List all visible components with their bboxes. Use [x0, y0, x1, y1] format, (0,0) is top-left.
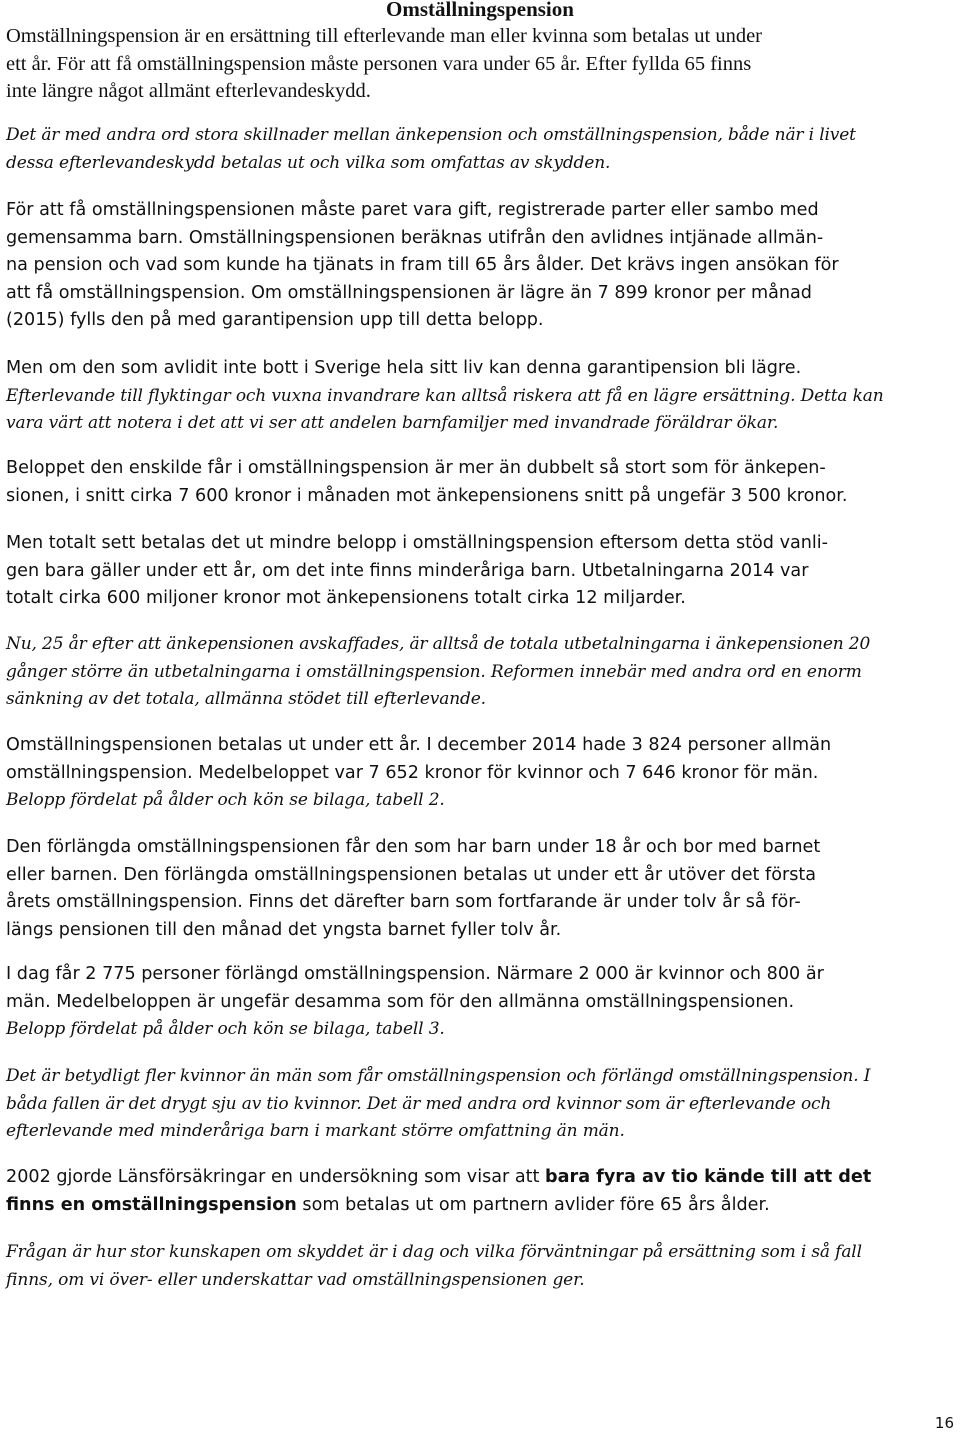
paragraph-amount	[6, 455, 956, 510]
paragraph-question	[6, 1239, 956, 1294]
text-line	[6, 1192, 956, 1220]
text-line: gånger större än utbetalningarna i omställningspension. Reformen innebär med andra ord en enorm	[6, 661, 862, 682]
emphasis-text: bara fyra av tio kände till att det	[545, 1167, 872, 1187]
intro-paragraph	[6, 23, 956, 106]
text-line: sionen, i snitt cirka 7 600 kronor i månaden mot änkepensionens snitt på ungefär 3 500 kronor.	[6, 485, 848, 506]
paragraph-extended-pension	[6, 834, 956, 944]
text-line: sänkning av det totala, allmänna stödet till efterlevande.	[6, 689, 486, 710]
text-line: Det är med andra ord stora skillnader mellan änkepension och omställningspension, både när i livet	[6, 125, 856, 145]
text-line: vara värt att notera i det att vi ser att andelen barnfamiljer med invandrade föräldrar ökar.	[6, 413, 779, 434]
text-line: Belopp fördelat på ålder och kön se bilaga, tabell 2.	[6, 790, 445, 811]
text-line	[6, 1164, 956, 1192]
page-title: Omställningspension	[386, 0, 574, 21]
text-line: eller barnen. Den förlängda omställningspensionen betalas ut under ett år utöver det första	[6, 864, 817, 885]
paragraph-gender-distribution	[6, 1063, 956, 1146]
emphasis-text: finns en omställningspension	[6, 1194, 297, 1215]
paragraph-reform	[6, 631, 956, 714]
text-line: båda fallen är det drygt sju av tio kvinnor. Det är med andra ord kvinnor som är efterlevande och	[6, 1093, 832, 1114]
text-line: Den förlängda omställningspensionen får den som har barn under 18 år och bor med barnet	[6, 837, 821, 857]
text-line: Det är betydligt fler kvinnor än män som får omställningspension och förlängd omställningspension. I	[6, 1066, 871, 1086]
text-line: Belopp fördelat på ålder och kön se bilaga, tabell 3.	[6, 1019, 445, 1040]
survey-text: som betalas ut om partnern avlider före 65 års ålder.	[296, 1194, 770, 1215]
text-line: För att få omställningspensionen måste paret vara gift, registrerade parter eller sambo med	[6, 200, 819, 220]
page-number: 16	[934, 1414, 954, 1432]
text-line: ett år. För att få omställningspension måste personen vara under 65 år. Efter fyllda 65 finns	[6, 52, 752, 75]
paragraph-guarantee-pension	[6, 355, 956, 438]
text-line: Omställningspension är en ersättning till efterlevande man eller kvinna som betalas ut under	[6, 25, 763, 47]
text-line: I dag får 2 775 personer förlängd omställningspension. Närmare 2 000 är kvinnor och 800 är	[6, 964, 824, 984]
text-line: totalt cirka 600 miljoner kronor mot änkepensionens totalt cirka 12 miljarder.	[6, 588, 686, 609]
text-line: omställningspension. Medelbeloppet var 7 652 kronor för kvinnor och 7 646 kronor för män.	[6, 762, 819, 783]
text-line: att få omställningspension. Om omställningspensionen är lägre än 7 899 kronor per månad	[6, 282, 812, 303]
text-line: Nu, 25 år efter att änkepensionen avskaffades, är alltså de totala utbetalningarna i änkepensionen 20	[6, 634, 871, 654]
text-line: Frågan är hur stor kunskapen om skyddet är i dag och vilka förväntningar på ersättning som i så fall	[6, 1242, 862, 1262]
text-line: gemensamma barn. Omställningspensionen beräknas utifrån den avlidnes intjänade allmän-	[6, 227, 824, 248]
text-line: gen bara gäller under ett år, om det inte finns minderåriga barn. Utbetalningarna 2014 var	[6, 560, 809, 581]
text-line: årets omställningspension. Finns det därefter barn som fortfarande är under tolv år så för-	[6, 892, 801, 913]
text-line: män. Medelbeloppen är ungefär desamma som för den allmänna omställningspensionen.	[6, 991, 795, 1012]
paragraph-statistics-2014	[6, 732, 956, 815]
text-line: finns, om vi över- eller underskattar vad omställningspensionen ger.	[6, 1269, 585, 1290]
paragraph-survey-2002	[6, 1164, 956, 1219]
paragraph-extended-statistics	[6, 961, 956, 1044]
paragraph-differences	[6, 122, 956, 177]
text-line: Men om den som avlidit inte bott i Sverige hela sitt liv kan denna garantipension bli lägre.	[6, 358, 802, 378]
text-line: (2015) fylls den på med garantipension upp till detta belopp.	[6, 310, 544, 331]
paragraph-totals	[6, 530, 956, 613]
text-line: längs pensionen till den månad det yngsta barnet fyller tolv år.	[6, 919, 562, 940]
text-line: na pension och vad som kunde ha tjänats in fram till 65 års ålder. Det krävs ingen ansökan för	[6, 255, 839, 276]
survey-text: 2002 gjorde Länsförsäkringar en undersökning som visar att	[6, 1167, 546, 1187]
text-line: Men totalt sett betalas det ut mindre belopp i omställningspension eftersom detta stöd vanli-	[6, 533, 829, 553]
text-line: Omställningspensionen betalas ut under ett år. I december 2014 hade 3 824 personer allmän	[6, 735, 832, 755]
italic-text: Efterlevande till flyktingar och vuxna invandrare kan alltså riskera att få en lägre ersättning.	[6, 385, 796, 406]
text-line: Beloppet den enskilde får i omställningspension är mer än dubbelt så stort som för änkepen-	[6, 458, 826, 478]
text-line: dessa efterlevandeskydd betalas ut och vilka som omfattas av skydden.	[6, 152, 611, 173]
paragraph-eligibility	[6, 197, 956, 335]
italic-text: Detta kan	[795, 385, 884, 406]
text-line: inte längre något allmänt efterlevandeskydd.	[6, 80, 371, 102]
text-line	[6, 383, 956, 411]
text-line: efterlevande med minderåriga barn i markant större omfattning än män.	[6, 1121, 625, 1142]
